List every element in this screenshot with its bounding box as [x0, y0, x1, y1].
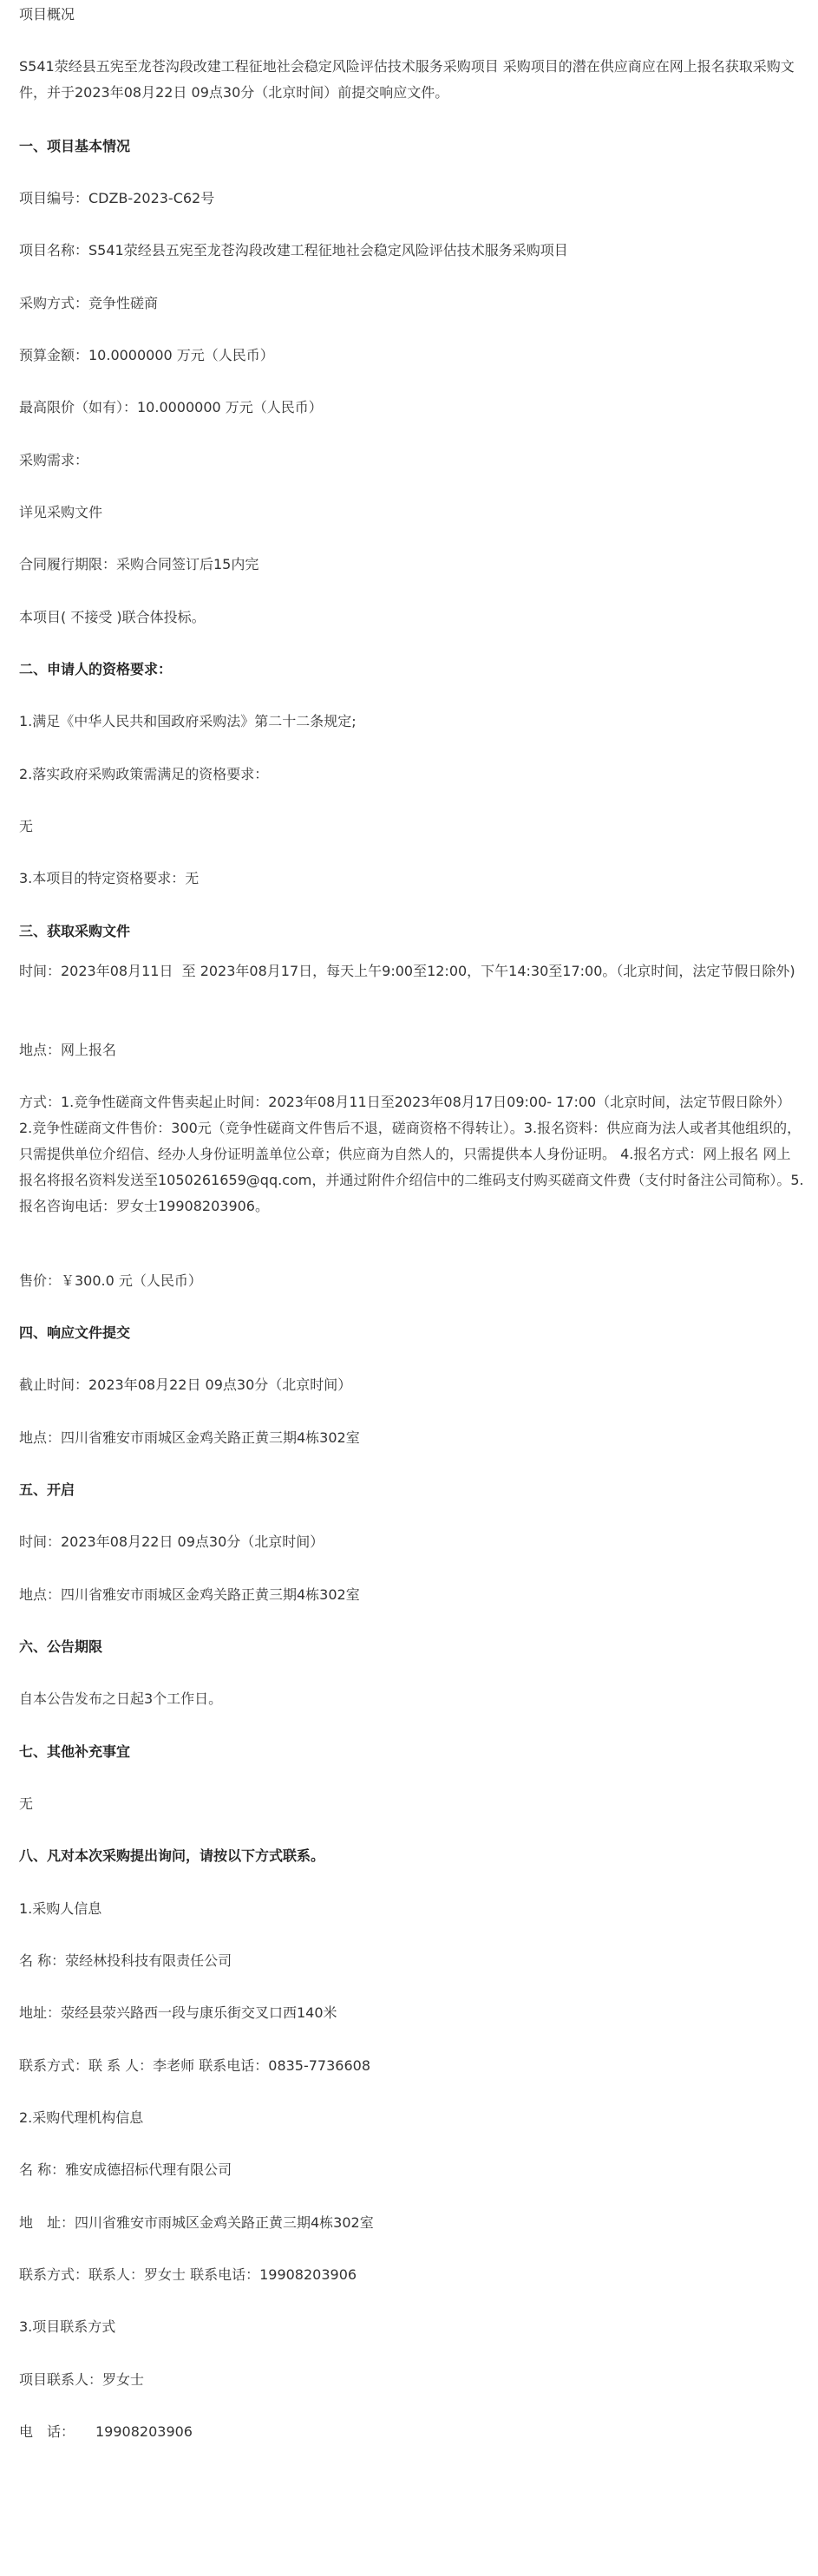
section-2-heading: 二、申请人的资格要求：	[19, 661, 173, 677]
budget-amount: 预算金额：10.0000000 万元（人民币）	[19, 347, 274, 363]
buyer-info-title: 1.采购人信息	[19, 1900, 102, 1917]
qualification-item-1: 1.满足《中华人民共和国政府采购法》第二十二条规定;	[19, 713, 357, 729]
other-matters: 无	[19, 1795, 34, 1812]
procurement-demand-label: 采购需求：	[19, 452, 89, 468]
notice-period: 自本公告发布之日起3个工作日。	[19, 1690, 223, 1707]
project-name: 项目名称：S541荥经县五宪至龙苍沟段改建工程征地社会稳定风险评估技术服务采购项目	[19, 242, 568, 258]
section-4-heading: 四、响应文件提交	[19, 1324, 131, 1341]
section-3-heading: 三、获取采购文件	[19, 923, 131, 939]
doc-title: 项目概况	[19, 6, 75, 23]
max-price: 最高限价（如有）：10.0000000 万元（人民币）	[19, 399, 323, 415]
opening-place: 地点：四川省雅安市雨城区金鸡关路正黄三期4栋302室	[19, 1586, 360, 1603]
agency-contact: 联系方式：联系人：罗女士 联系电话：19908203906	[19, 2266, 357, 2283]
qualification-item-3: 3.本项目的特定资格要求：无	[19, 870, 200, 886]
procurement-demand-detail: 详见采购文件	[19, 504, 103, 520]
project-contact-title: 3.项目联系方式	[19, 2318, 116, 2335]
agency-info-title: 2.采购代理机构信息	[19, 2109, 144, 2126]
contract-period: 合同履行期限：采购合同签订后15内完	[19, 556, 259, 572]
buyer-address: 地址：荥经县荥兴路西一段与康乐街交叉口西140米	[19, 2004, 337, 2021]
opening-time: 时间：2023年08月22日 09点30分（北京时间）	[19, 1533, 324, 1550]
document-price: 售价：￥300.0 元（人民币）	[19, 1272, 202, 1289]
section-1-heading: 一、项目基本情况	[19, 138, 131, 154]
section-5-heading: 五、开启	[19, 1481, 75, 1498]
qualification-item-2-value: 无	[19, 818, 34, 834]
procurement-method: 采购方式：竞争性磋商	[19, 295, 159, 311]
intro-paragraph: S541荥经县五宪至龙苍沟段改建工程征地社会稳定风险评估技术服务采购项目 采购项目的潜在供应商应在网上报名获取采购文件，并于2023年08月22日 09点30分（北京时间）前提交响应文件。	[19, 58, 795, 101]
obtain-method: 方式：1.竞争性磋商文件售卖起止时间：2023年08月11日至2023年08月17日09:00- 17:00（北京时间，法定节假日除外） 2.竞争性磋商文件售价：300元（竞争性磋商文件售后不退，磋商资格不得转让）。3.报名资料：供应商为法人或者其他组织的，只需提供单位介绍信、经办人身份证明盖单位公章；供应商为自然人的，只需提供本人身份证明。 4.报名方式：网上报名 网上报名将报名资料发送至1050261659@qq.com，并通过附件介绍信中的二维码支付购买磋商文件费（支付时备注公司简称）。5.报名咨询电话：罗女士19908203906。	[19, 1094, 804, 1214]
section-7-heading: 七、其他补充事宜	[19, 1743, 131, 1760]
project-number: 项目编号：CDZB-2023-C62号	[19, 190, 215, 206]
buyer-contact: 联系方式：联 系 人：李老师 联系电话：0835-7736608	[19, 2057, 371, 2074]
section-8-heading: 八、凡对本次采购提出询问，请按以下方式联系。	[19, 1847, 325, 1864]
qualification-item-2: 2.落实政府采购政策需满足的资格要求：	[19, 766, 269, 782]
submission-place: 地点：四川省雅安市雨城区金鸡关路正黄三期4栋302室	[19, 1429, 360, 1446]
agency-name: 名 称：雅安成德招标代理有限公司	[19, 2161, 232, 2178]
project-contact-phone: 电 话： 19908203906	[19, 2423, 193, 2440]
submission-deadline: 截止时间：2023年08月22日 09点30分（北京时间）	[19, 1376, 352, 1393]
consortium-statement: 本项目( 不接受 )联合体投标。	[19, 609, 206, 625]
obtain-place: 地点：网上报名	[19, 1042, 117, 1058]
project-contact-person: 项目联系人：罗女士	[19, 2371, 145, 2388]
obtain-time: 时间：2023年08月11日 至 2023年08月17日，每天上午9:00至12:00，下午14:30至17:00。（北京时间，法定节假日除外)	[19, 963, 795, 979]
buyer-name: 名 称：荥经林投科技有限责任公司	[19, 1952, 232, 1969]
agency-address: 地 址：四川省雅安市雨城区金鸡关路正黄三期4栋302室	[19, 2214, 374, 2231]
section-6-heading: 六、公告期限	[19, 1638, 103, 1655]
